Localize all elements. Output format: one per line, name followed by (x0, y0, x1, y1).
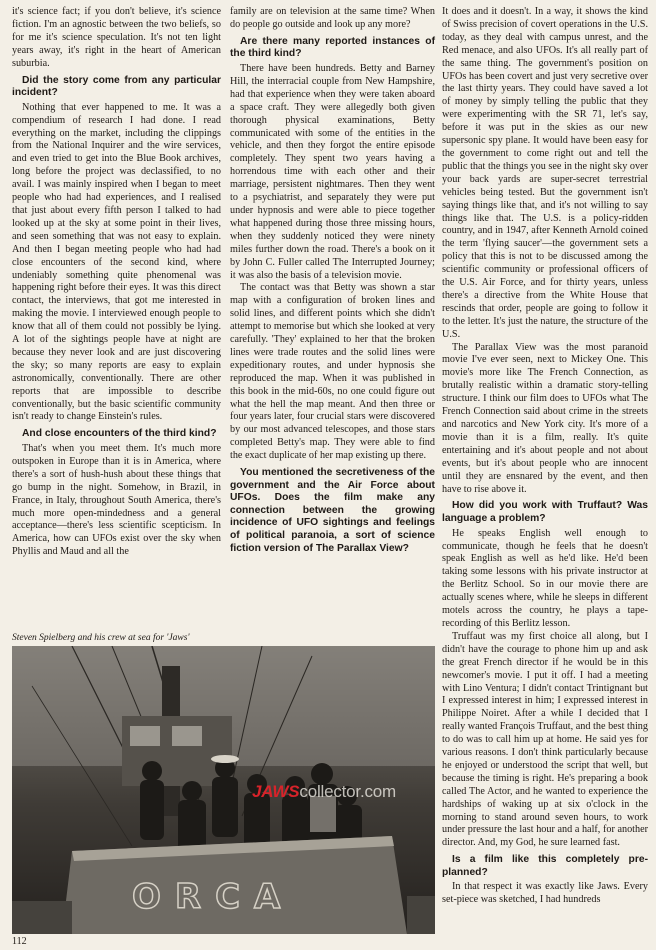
article-paragraph: He speaks English well enough to communicate, though he feels that he doesn't speak English as well as he'd like. He'd been taking some lessons with his private instructor at the Berlitz School. So in our movie there are actually scenes where, while he sleeps in different motels across the country, he plays a tape-recording of this Berlitz lesson. (442, 527, 648, 629)
article-paragraph: Nothing that ever happened to me. It was a compendium of research I had done. I read everything on the market, including the clippings from the National Inquirer and the wire services, and even tried to get into the Blue Book archives, long before the project was declassified, to no avail. I was mainly inspired when I began to meet people who had had experiences, and I realised that just about every fifth person I talked to had looked up at the sky at some point in their lives, and seen something that was not easy to explain. And then I began meeting people who had had close encounters of the second kind, where undeniably something quite phenomenal was happening right before their eyes. It was this direct contact, the interviews, that got me interested in making the movie. I interviewed enough people to know that all of them could not possibly be lying. A lot of the sightings people have at night are because they never look and are just discovering the sky; so many reports are easy to explain astronomically, conventionally. There are other reports that are impossible to describe conventionally, but the basic scientific community isn't ready to change Einstein's rules. (12, 101, 221, 423)
article-paragraph: it's science fact; if you don't believe, it's science fiction. I'm an agnostic between the two beliefs, so for me it's science speculation. It's not ten light years away, it's right in the heart of American suburbia. (12, 6, 221, 69)
watermark-domain: collector.com (299, 782, 396, 801)
article-paragraph: The contact was that Betty was shown a star map with a configuration of broken lines and solid lines, and different points which she didn't attempt to memorise but which she looked at very carefully. 'They' explained to her that the broken lines were trade routes and the solid lines were expeditionary routes, and under hypnosis she reproduced the map. When it was published in this book in the mid-60s, no one could figure out what the hell the map meant. And then three or four years later, four crucial stars were discovered by our most advanced telescopes, and those stars completed Betty's map. They were able to find the exact duplicate of her map existing up there. (230, 282, 435, 462)
watermark (252, 782, 396, 802)
article-column-1 (12, 6, 221, 559)
article-paragraph: The Parallax View was the most paranoid movie I've ever seen, next to Mickey One. This movie's more like The French Connection, as brutally realistic within a dramatic story-telling structure. I think our film does to UFOs what The French Connection said about crime in the streets and narcotics and New York city. It's more of a movie than it is a film, really. It's quite entertaining and it's about people and not about events, but it's about people who are innocent until they are ensnared by the event, and then have to rise above it. (442, 341, 648, 495)
interview-question: Is a film like this completely pre-planned? (442, 854, 648, 878)
interview-question: Are there many reported instances of the third kind? (230, 35, 435, 60)
article-paragraph: In that respect it was exactly like Jaws. Every set-piece was sketched, I had hundreds (442, 881, 648, 906)
interview-question: How did you work with Truffaut? Was language a problem? (442, 500, 648, 525)
boat-crew-photo (12, 646, 435, 934)
watermark-brand: JAWS (252, 782, 300, 801)
photo-caption: Steven Spielberg and his crew at sea for 'Jaws' (12, 633, 190, 643)
article-column-2 (230, 6, 435, 557)
article-paragraph: family are on television at the same time? When do people go outside and look up any more? (230, 6, 435, 30)
interview-question: Did the story come from any particular incident? (12, 74, 221, 99)
article-paragraph: There have been hundreds. Betty and Barney Hill, the interracial couple from New Hampshire, had that experience when they were taken aboard a space craft. They were allegedly both given thorough physical examinations, Betty communicated with some of the entities in the vehicle, and then they forgot the entire episode completely. They spent two years having a horrendous time with each other and their marriage, persistent nightmares. Then they went to a psychiatrist, and separately they were put under hypnosis and were able to piece together what happened during those three missing hours, when they suddenly noticed they were ninety miles further down the road. There's a book on it by John C. Fuller called The Interrupted Journey; it was also the basis of a television movie. (230, 63, 435, 281)
article-paragraph: Truffaut was my first choice all along, but I didn't have the courage to phone him up and ask the great French director if he would be in this newcomer's movie. I put it off. I had a meeting with Lino Ventura; I didn't contact Trintignant but I expressed interest in him; I expressed interest in Philippe Noiret. After a while I decided that I really wanted François Truffaut, and the best thing to do was to call him up at home. He said yes for various reasons. I don't think particularly because he enjoyed or understood the script that well, but because the timing is right. He's preparing a book called The Actor, and he wanted to experience the hardships of waking up at six o'clock in the morning to stand around seven hours, to work under pressure the last hour and a half, for another director. And, my God, he sure learned fast. (442, 630, 648, 849)
article-column-3 (442, 6, 648, 907)
article-paragraph: That's when you meet them. It's much more outspoken in Europe than it is in America, where there's a sort of hush-hush about these things that go bump in the night. Somehow, in Brazil, in France, in Italy, throughout South America, there's much more open-mindedness and a general acceptance—there's less scientific scepticism. In America, how can UFOs exist over the sky when Phyllis and Maud and all the (12, 442, 221, 558)
interview-question: And close encounters of the third kind? (22, 428, 217, 440)
interview-question: You mentioned the secretiveness of the government and the Air Force about UFOs. Does the film make any connection between the growing incidence of UFO sightings and feelings of political paranoia, a sort of science fiction version of The Parallax View? (230, 467, 435, 554)
boat-name-label: ORCA (132, 877, 295, 917)
article-paragraph: It does and it doesn't. In a way, it shows the kind of Swiss precision of covert operations in the U.S. today, as they deal with campus unrest, and the Red menace, and also UFOs. It's all really part of the same thing. The government's position on UFOs has been covert and just very secretive over the last thirty years. They could have saved a lot of money by simply telling the public that they were experimenting with the SR 71, let's say, before it was put in the skies as our new supersonic spy plane. It would have been easy for the government to come right out and tell the public that the things you see in the night sky over your back yards are super-secret terrestrial vehicles being tested. But the government isn't saying things like that, and it's not willing to say things like that. The U.S. is a policy-ridden country, and in 1947, after Kenneth Arnold coined the term 'flying saucer'—the government sets a policy that this is not to be discussed among the scientific community or professional officers of the U.S. Air Force, and for thirty years, unless there's a directive from the White House that rescinds that order, people are going to follow it to the letter. It's just the nature, the structure of the U.S. (442, 6, 648, 340)
page-number: 112 (12, 936, 27, 947)
